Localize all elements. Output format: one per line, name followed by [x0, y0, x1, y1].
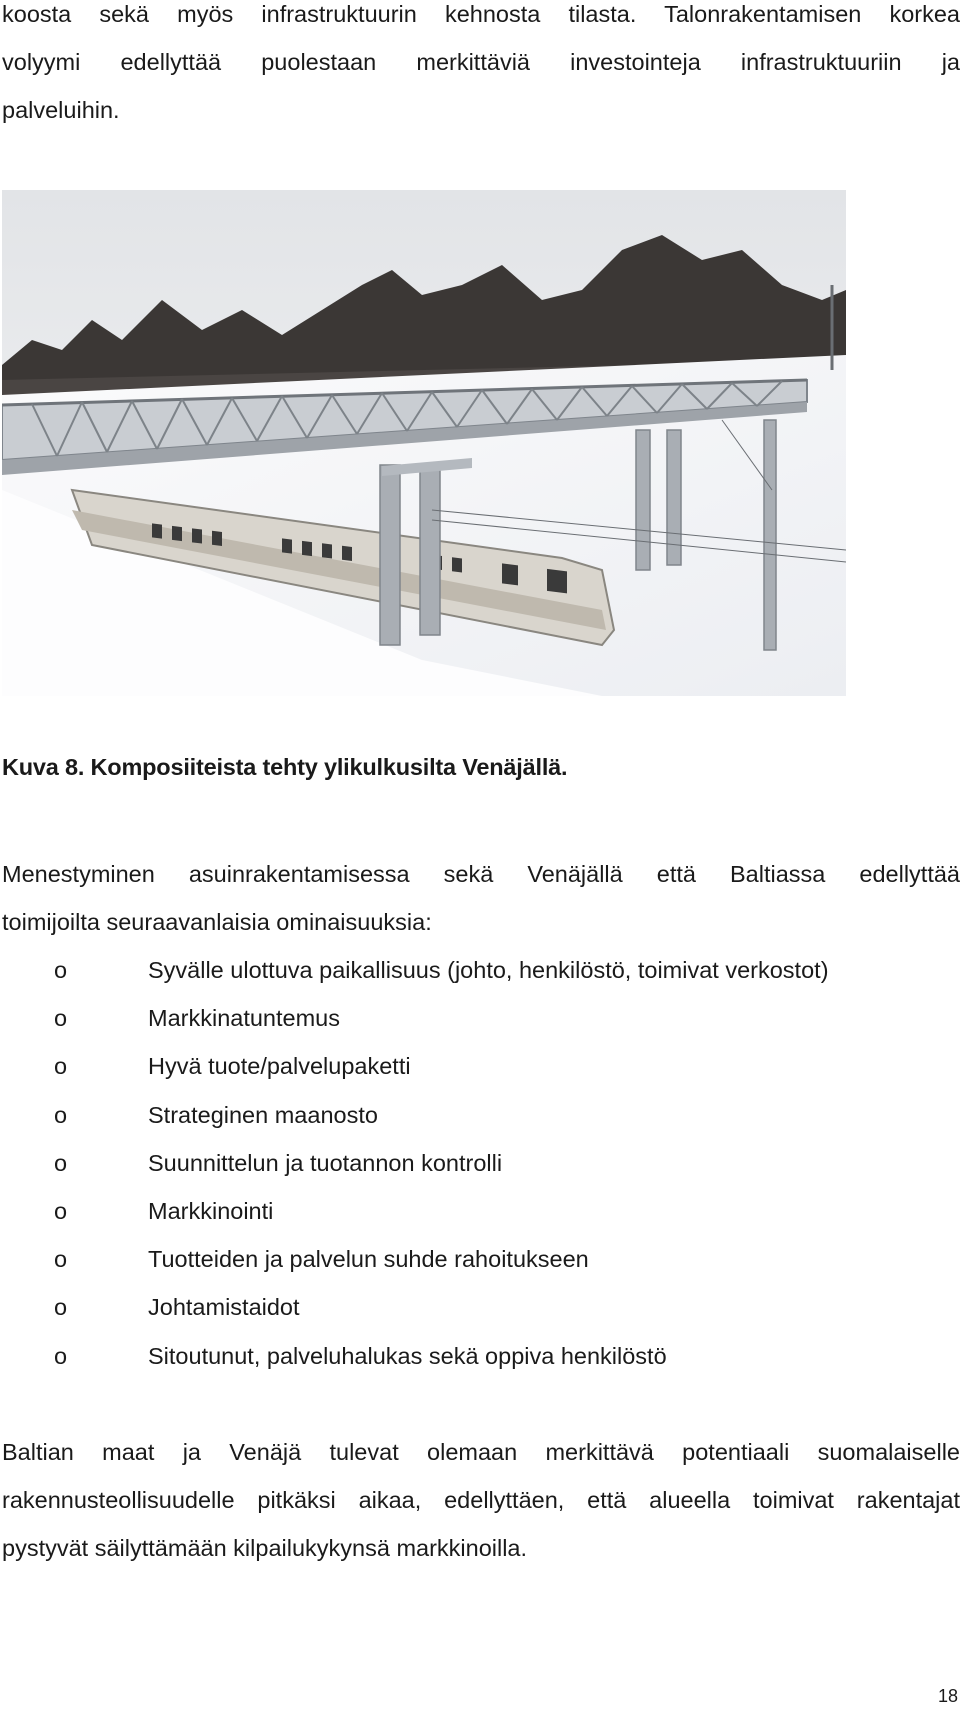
list-item-text: Suunnittelun ja tuotannon kontrolli — [148, 1149, 503, 1176]
page-number: 18 — [937, 1686, 958, 1706]
bullet-marker: o — [54, 1101, 68, 1128]
list-item-text: Syvälle ulottuva paikallisuus (johto, henkilöstö, toimivat verkostot) — [148, 957, 829, 983]
list-item — [0, 1332, 960, 1380]
paragraph-line: Baltian maat ja Venäjä tulevat olemaan merkittävä potentiaali suomalaiselle — [2, 1439, 960, 1465]
list-item — [0, 1091, 960, 1139]
list-item — [0, 1187, 960, 1235]
bullet-marker: o — [54, 1294, 68, 1321]
bullet-marker: o — [54, 1149, 68, 1176]
paragraph-line: volyymi edellyttää puolestaan merkittäviä investointeja infrastruktuuriin ja — [2, 49, 960, 75]
bullet-marker: o — [54, 1197, 68, 1224]
list-item-text: Tuotteiden ja palvelun suhde rahoitukseen — [148, 1246, 589, 1273]
list-item-text: Hyvä tuote/palvelupaketti — [148, 1053, 411, 1080]
bullet-marker: o — [54, 1005, 68, 1032]
list-item-text: Johtamistaidot — [148, 1294, 300, 1321]
requirements-list — [0, 946, 960, 1380]
list-item — [0, 1139, 960, 1187]
list-item — [0, 946, 960, 994]
paragraph-line: Menestyminen asuinrakentamisessa sekä Venäjällä että Baltiassa edellyttää — [2, 861, 960, 887]
list-item — [0, 1042, 960, 1090]
bullet-marker: o — [54, 957, 68, 983]
bullet-marker: o — [54, 1342, 68, 1369]
list-item — [0, 1235, 960, 1283]
paragraph-line: palveluihin. — [2, 97, 120, 123]
bullet-marker: o — [54, 1246, 68, 1273]
paragraph-line: koosta sekä myös infrastruktuurin kehnosta tilasta. Talonrakentamisen korkea — [2, 1, 960, 27]
bullet-marker: o — [54, 1053, 68, 1080]
figure-caption: Kuva 8. Komposiiteista tehty ylikulkusilta Venäjällä. — [2, 754, 568, 780]
paragraph-line: toimijoilta seuraavanlaisia ominaisuuksia: — [2, 909, 432, 935]
paragraph-line: pystyvät säilyttämään kilpailukykynsä markkinoilla. — [2, 1535, 528, 1561]
intro-paragraph — [2, 0, 960, 134]
list-item-text: Sitoutunut, palveluhalukas sekä oppiva henkilöstö — [148, 1342, 667, 1369]
list-item — [0, 1283, 960, 1331]
paragraph-line: rakennusteollisuudelle pitkäksi aikaa, edellyttäen, että alueella toimivat rakentajat — [2, 1487, 960, 1513]
list-item-text: Markkinatuntemus — [148, 1005, 340, 1032]
list-item-text: Strateginen maanosto — [148, 1101, 378, 1128]
conclusion-paragraph — [2, 1428, 960, 1572]
bridge-photo — [2, 190, 846, 696]
requirements-paragraph — [2, 850, 960, 946]
list-item — [0, 994, 960, 1042]
list-item-text: Markkinointi — [148, 1197, 274, 1224]
